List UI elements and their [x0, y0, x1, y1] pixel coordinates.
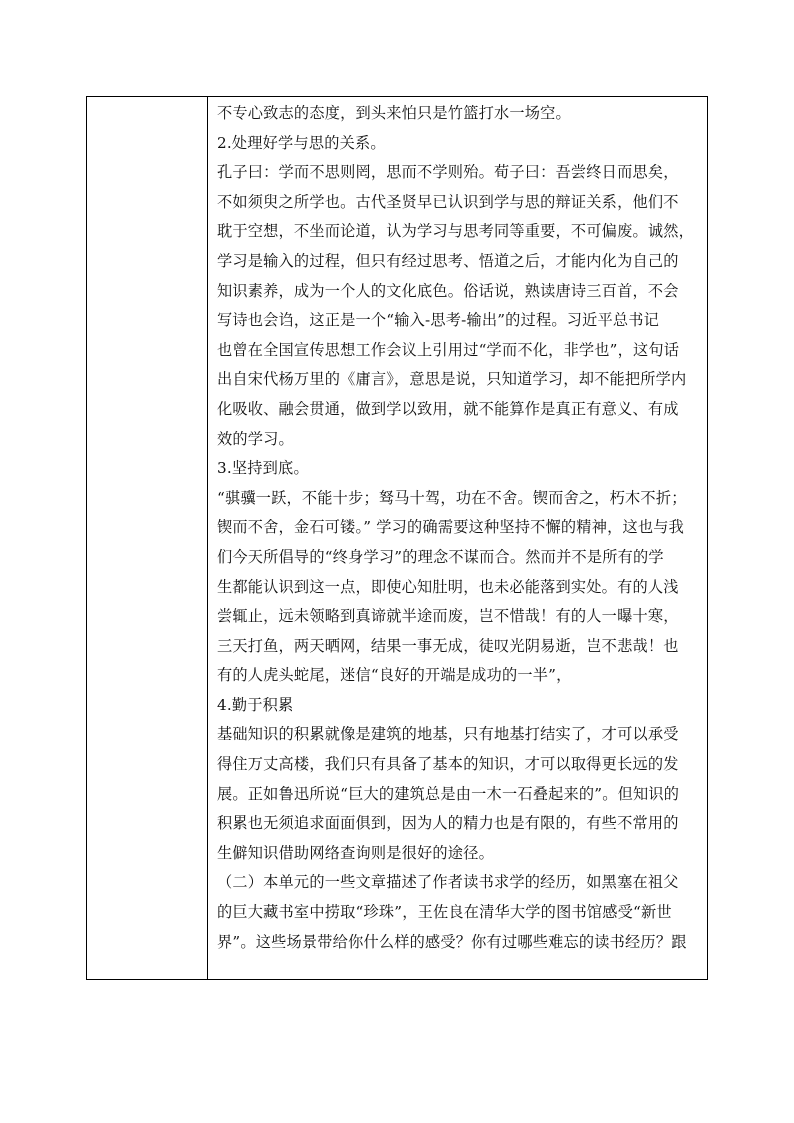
text-line: 出自宋代杨万里的《庸言》，意思是说，只知道学习，却不能把所学内: [217, 370, 687, 389]
text-line: 生僻知识借助网络查询则是很好的途径。: [217, 843, 494, 862]
section-heading: 3.坚持到底。: [217, 459, 309, 478]
text-line: 们今天所倡导的“终身学习”的理念不谋而合。然而并不是所有的学: [217, 547, 664, 566]
text-line: 学习是输入的过程，但只有经过思考、悟道之后，才能内化为自己的: [217, 251, 679, 270]
table-right-cell: [208, 97, 707, 979]
text-line: 三天打鱼，两天晒网，结果一事无成，徒叹光阴易逝，岂不悲哉！也: [217, 636, 679, 655]
text-line: 孔子曰：学而不思则罔，思而不学则殆。荀子曰：吾尝终日而思矣，: [217, 163, 679, 182]
text-line: 知识素养，成为一个人的文化底色。俗话说，熟读唐诗三百首，不会: [217, 281, 679, 300]
text-line: 尝辄止，远未领略到真谛就半途而废，岂不惜哉！有的人一曝十寒，: [217, 607, 679, 626]
text-line: （二）本单元的一些文章描述了作者读书求学的经历，如黑塞在祖父: [217, 873, 679, 892]
text-line: 有的人虎头蛇尾，迷信“良好的开端是成功的一半”，: [217, 666, 572, 685]
text-line: 得住万丈高楼，我们只有具备了基本的知识，才可以取得更长远的发: [217, 755, 679, 774]
text-line: 化吸收、融会贯通，做到学以致用，就不能算作是真正有意义、有成: [217, 399, 679, 418]
text-line: 展。正如鲁迅所说“巨大的建筑总是由一木一石叠起来的”。但知识的: [217, 784, 680, 803]
text-line: 写诗也会诌，这正是一个“输入-思考-输出”的过程。习近平总书记: [217, 311, 660, 330]
text-line: 生都能认识到这一点，即使心知肚明，也未必能落到实处。有的人浅: [217, 577, 679, 596]
text-line: 积累也无须追求面面俱到，因为人的精力也是有限的，有些不常用的: [217, 814, 679, 833]
text-line: 锲而不舍，金石可镂。” 学习的确需要这种坚持不懈的精神，这也与我: [217, 518, 685, 537]
text-line: 效的学习。: [217, 429, 294, 448]
text-line: 界”。这些场景带给你什么样的感受？你有过哪些难忘的读书经历？跟: [217, 932, 687, 951]
text-line: 不专心致志的态度，到头来怕只是竹篮打水一场空。: [217, 104, 571, 122]
text-line: “骐骥一跃，不能十步；驽马十驾，功在不舍。锲而舍之，朽木不折；: [217, 488, 687, 507]
text-line: 不如须臾之所学也。古代圣贤早已认识到学与思的辩证关系，他们不: [217, 192, 679, 211]
text-line: 耽于空想，不坐而论道，认为学习与思考同等重要，不可偏废。诚然，: [217, 222, 695, 241]
section-heading: 2.处理好学与思的关系。: [217, 133, 386, 152]
text-line: 的巨大藏书室中捞取“珍珠”，王佐良在清华大学的图书馆感受“新世: [217, 903, 672, 922]
document-table: [86, 96, 708, 980]
text-line: 也曾在全国宣传思想工作会议上引用过“学而不化，非学也”，这句话: [217, 340, 680, 359]
table-left-cell: [87, 97, 208, 979]
text-line: 基础知识的积累就像是建筑的地基，只有地基打结实了，才可以承受: [217, 725, 679, 744]
section-heading: 4.勤于积累: [217, 695, 294, 714]
